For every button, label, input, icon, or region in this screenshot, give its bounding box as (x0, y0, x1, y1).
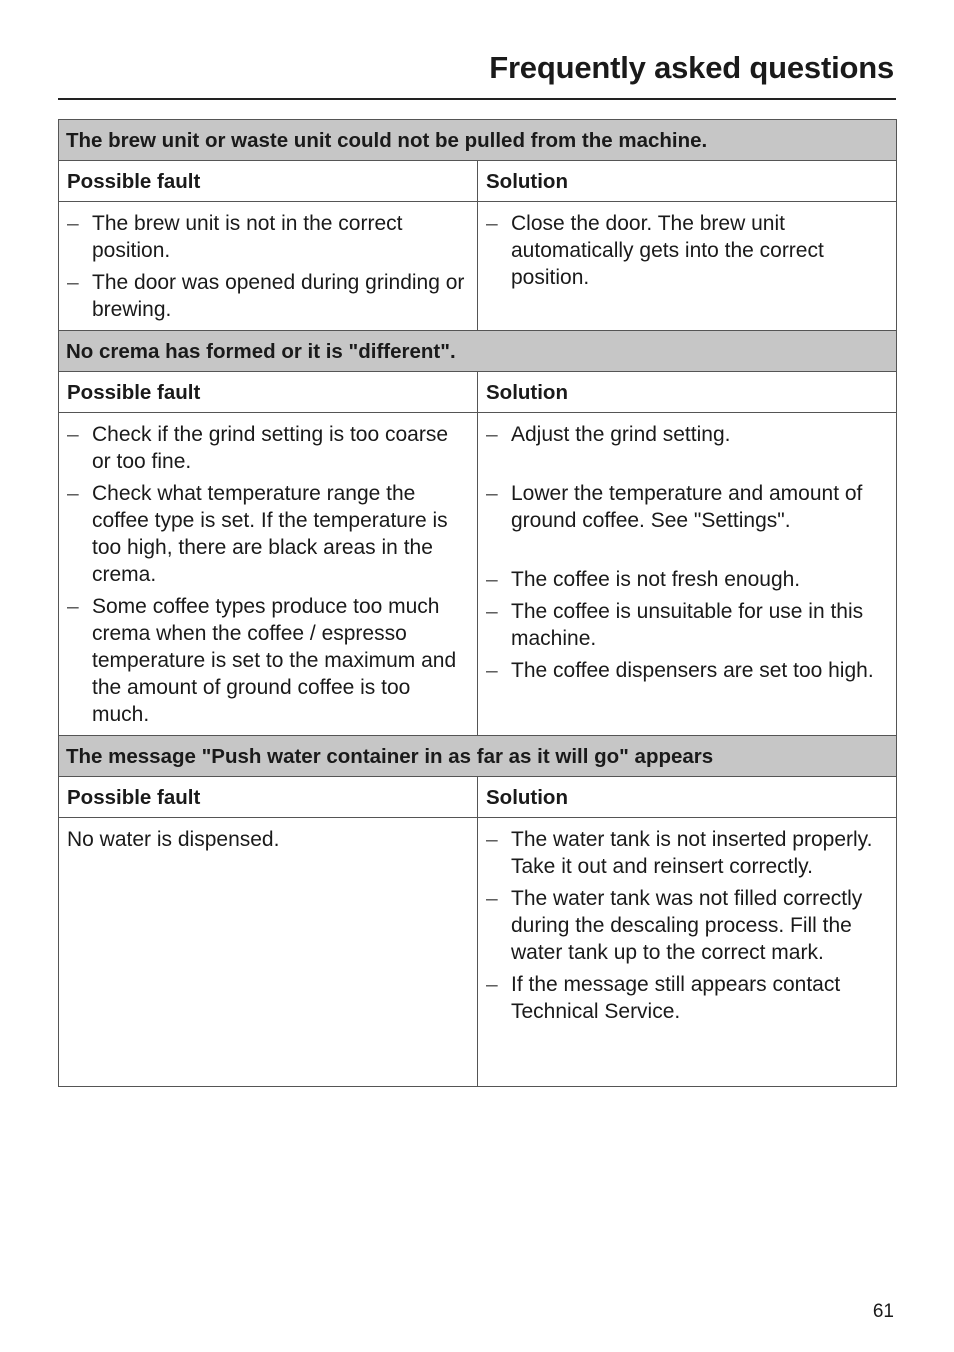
solution-item: – Close the door. The brew unit automatically gets into the correct position. (486, 210, 888, 291)
fault-cell (59, 202, 478, 331)
solution-item: – Adjust the grind setting. (486, 421, 888, 448)
solution-item: – Lower the temperature and amount of ground coffee. See "Settings". (486, 480, 888, 534)
solution-item: – If the message still appears contact Technical Service. (486, 971, 888, 1025)
section-heading: The message "Push water container in as far as it will go" appears (59, 736, 897, 777)
fault-item: – Check what temperature range the coffee type is set. If the temperature is too high, there are black areas in the crema. (67, 480, 469, 588)
possible-fault-header: Possible fault (59, 161, 478, 202)
fault-list (67, 210, 469, 323)
solution-item: – The water tank is not inserted properly. Take it out and reinsert correctly. (486, 826, 888, 880)
page-title: Frequently asked questions (489, 50, 894, 85)
page-number: 61 (872, 1301, 894, 1322)
fault-item: – Check if the grind setting is too coarse or too fine. (67, 421, 469, 475)
section-heading-row (59, 331, 897, 372)
column-header-row (59, 777, 897, 818)
possible-fault-header: Possible fault (59, 372, 478, 413)
content-row (59, 818, 897, 1087)
solution-item: – The coffee is not fresh enough. (486, 566, 888, 593)
solution-item: – The coffee dispensers are set too high. (486, 657, 888, 684)
content-row (59, 202, 897, 331)
section-heading: No crema has formed or it is "different". (59, 331, 897, 372)
fault-item: – The door was opened during grinding or brewing. (67, 269, 469, 323)
column-header-row (59, 372, 897, 413)
fault-text: No water is dispensed. (67, 828, 280, 851)
section-heading: The brew unit or waste unit could not be pulled from the machine. (59, 120, 897, 161)
solution-cell (478, 818, 897, 1087)
solution-header: Solution (478, 372, 897, 413)
fault-item: – Some coffee types produce too much crema when the coffee / espresso temperature is set to the maximum and the amount of ground coffee is too much. (67, 593, 469, 728)
solution-cell (478, 202, 897, 331)
fault-list (67, 421, 469, 728)
solution-list (486, 421, 888, 684)
solution-header: Solution (478, 161, 897, 202)
solution-list (486, 826, 888, 1025)
content-row (59, 413, 897, 736)
solution-list (486, 210, 888, 291)
solution-item: – The water tank was not filled correctly during the descaling process. Fill the water tank up to the correct mark. (486, 885, 888, 966)
section-heading-row (59, 120, 897, 161)
title-divider (58, 98, 896, 100)
section-heading-row (59, 736, 897, 777)
solution-header: Solution (478, 777, 897, 818)
fault-cell (59, 413, 478, 736)
column-header-row (59, 161, 897, 202)
possible-fault-header: Possible fault (59, 777, 478, 818)
fault-cell (59, 818, 478, 1087)
fault-item: – The brew unit is not in the correct position. (67, 210, 469, 264)
solution-cell (478, 413, 897, 736)
solution-item: – The coffee is unsuitable for use in this machine. (486, 598, 888, 652)
faq-table (58, 119, 897, 1087)
